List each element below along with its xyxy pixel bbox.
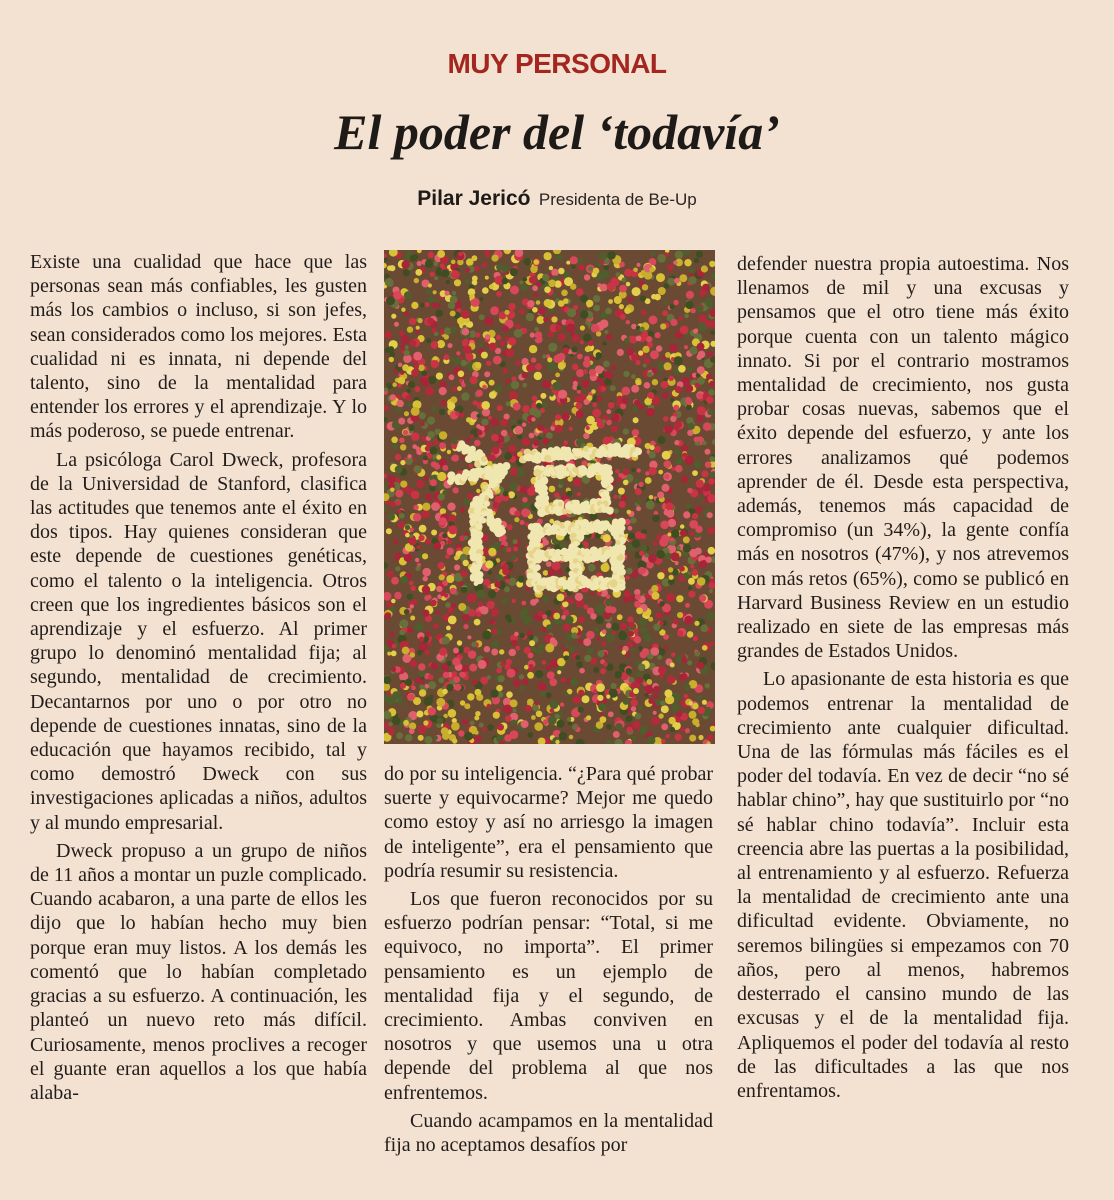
article-column-1 bbox=[30, 250, 367, 1109]
paragraph: Los que fueron reconocidos por su esfuerzo podrían pensar: “Total, si me equivoco, no importa”. El primer pensamiento es un ejemplo de mentalidad fija y el segundo, de crecimiento. Ambas conviven en nosotros y que usemos una u otra depende del problema al que nos enfrentemos. bbox=[384, 888, 713, 1104]
paragraph: do por su inteligencia. “¿Para qué probar suerte y equivocarme? Mejor me quedo como estoy y así no arriesgo la imagen de inteligente”, era el pensamiento que podría resumir su resistencia. bbox=[384, 763, 713, 882]
section-label: MUY PERSONAL bbox=[447, 48, 667, 79]
paragraph: Lo apasionante de esta historia es que podemos entrenar la mentalidad de crecimiento ante cualquier dificultad. Una de las fórmulas más fáciles es el poder del todavía. En vez de decir “no sé hablar chino”, hay que sustituirlo por “no sé hablar chino todavía”. Incluir esta creencia abre las puertas a la posibilidad, al entrenamiento y al esfuerzo. Refuerza la mentalidad de crecimiento ante una dificultad evidente. Obviamente, no seremos bilingües si empezamos con 70 años, pero al menos, habremos desterrado el cansino mundo de las excusas y el de la mentalidad fija. Apliquemos el poder del todavía al resto de las dificultades a las que nos enfrentamos. bbox=[737, 668, 1069, 1102]
paragraph: Cuando acampamos en la mentalidad fija no aceptamos desafíos por bbox=[384, 1109, 713, 1157]
author-role: Presidenta de Be-Up bbox=[538, 190, 697, 209]
paragraph: La psicóloga Carol Dweck, profesora de la Universidad de Stanford, clasifica las actitudes que tenemos ante el éxito en dos tipos. Hay quienes consideran que este depende de cuestiones genéticas, como el talento o la inteligencia. Otros creen que los ingredientes básicos son el aprendizaje y el esfuerzo. Al primer grupo lo denominó mentalidad fija; al segundo, mentalidad de crecimiento. Decantarnos por uno o por otro no depende de cuestiones innatas, sino de la educación que hayamos recibido, tal y como demostró Dweck con sus investigaciones aplicadas a niños, adultos y al mundo empresarial. bbox=[30, 448, 367, 834]
article-column-3 bbox=[737, 252, 1069, 1107]
article-column-2 bbox=[384, 762, 713, 1161]
article-headline: El poder del ‘todavía’ bbox=[334, 104, 780, 160]
flower-bed-image bbox=[384, 250, 715, 744]
paragraph: Existe una cualidad que hace que las personas sean más confiables, les gusten más los cambios o incluso, si son jefes, sean considerados como los mejores. Esta cualidad ni es innata, ni depende del talento, sino de la mentalidad para entender los errores y el aprendizaje. Y lo más poderoso, se puede entrenar. bbox=[30, 251, 367, 443]
flower-character-photo bbox=[384, 250, 715, 744]
paragraph: Dweck propuso a un grupo de niños de 11 años a montar un puzle complicado. Cuando acabaron, a una parte de ellos les dijo que lo habían hecho muy bien porque eran muy listos. A los demás les comentó que lo habían completado gracias a su esfuerzo. A continuación, les planteó un nuevo reto más difícil. Curiosamente, menos proclives a recoger el guante eran aquellos a los que había alaba- bbox=[30, 839, 367, 1104]
byline bbox=[0, 182, 1114, 218]
paragraph: defender nuestra propia autoestima. Nos llenamos de mil y una excusas y pensamos que el otro tiene más éxito porque cuenta con un talento mágico innato. Si por el contrario mostramos mentalidad de crecimiento, nos gusta probar cosas nuevas, sabemos que el éxito depende del esfuerzo, y ante los errores analizamos qué podemos aprender de él. Desde esta perspectiva, además, tenemos más capacidad de compromiso (un 34%), la gente confía más en nosotros (47%), y nos atrevemos con más retos (65%), como se publicó en Harvard Business Review en un estudio realizado en siete de las empresas más grandes de Estados Unidos. bbox=[737, 253, 1069, 663]
author-name: Pilar Jericó bbox=[417, 187, 531, 210]
